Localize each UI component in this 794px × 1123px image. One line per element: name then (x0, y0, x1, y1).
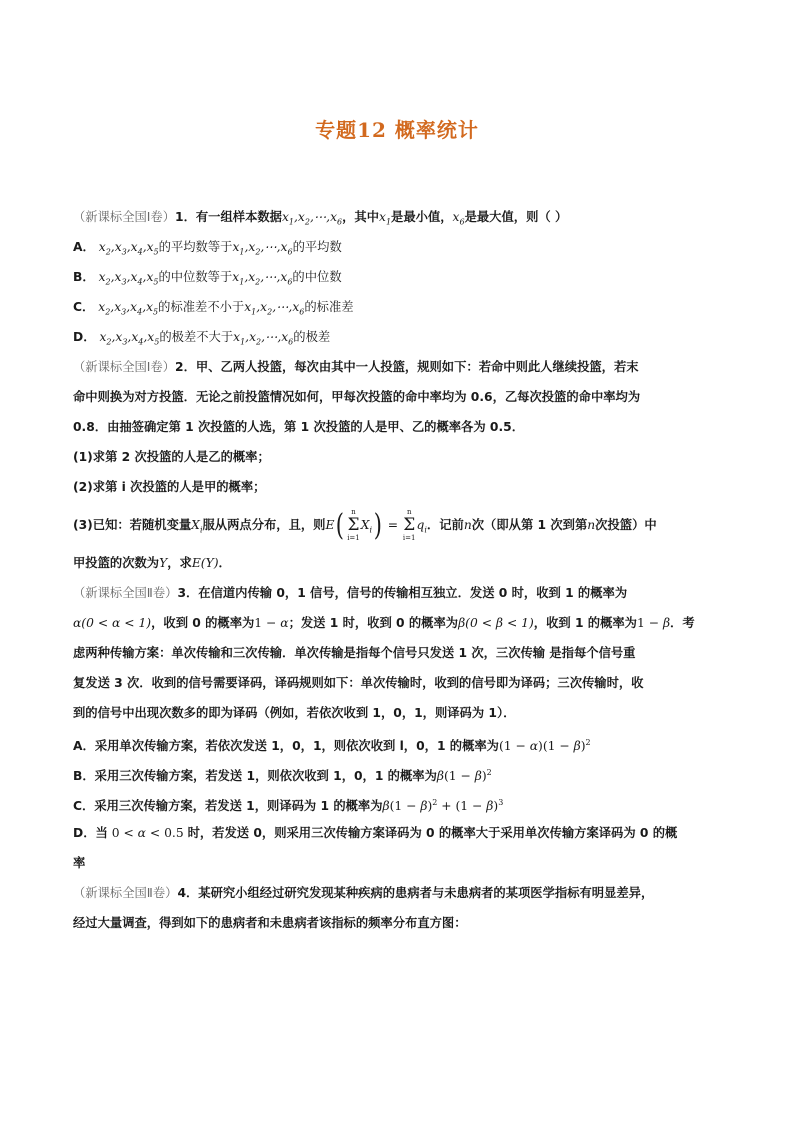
q3-source: （新课标全国Ⅱ卷） (73, 586, 178, 600)
q3-option-c: C．采用三次传输方案，若发送 1，则译码为 1 的概率为$\beta(1 - \beta)^2 + (1 - \beta)^3$ (73, 798, 504, 814)
q3-option-d: D．当 0 < α < 0.5 时，若发送 0，则采用三次传输方案译码为 0 的概率大于采用单次传输方案译码为 0 的概 (73, 826, 678, 840)
q3-line-4: 复发送 3 次．收到的信号需要译码，译码规则如下：单次传输时，收到的信号即为译码；三次传输时，收 (73, 676, 644, 690)
q2-part-3: (3)已知：若随机变量$X_i$服从两点分布，且，则E( n Σ i=1 $X_i$) = n Σ i=1 $q_i$．记前n次（即从第 1 次到第n次投篮）中 (73, 507, 657, 543)
document-body (73, 202, 723, 938)
q3-option-a: A．采用单次传输方案，若依次发送 1，0，1，则依次收到 l，0，1 的概率为$(1 - \alpha)(1 - \beta)^2$ (73, 738, 591, 754)
q3-line-2: α(0 < α < 1)，收到 0 的概率为1 − α；发送 1 时，收到 0 的概率为β(0 < β < 1)，收到 1 的概率为1 − β．考 (73, 616, 695, 630)
q2-source: （新课标全国Ⅰ卷） (73, 360, 176, 374)
q3-option-d-cont: 率 (73, 856, 86, 870)
q2-line-2: 命中则换为对方投篮．无论之前投篮情况如何，甲每次投篮的命中率均为 0.6，乙每次投篮的命中率均为 (73, 390, 641, 404)
q3-line-5: 到的信号中出现次数多的即为译码（例如，若依次收到 1，0，1，则译码为 1）． (73, 706, 516, 720)
q2-part-1: (1)求第 2 次投篮的人是乙的概率； (73, 450, 270, 464)
q1-stem: （新课标全国Ⅰ卷）1．有一组样本数据$x_1,x_2,\cdots,x_6$，其中$x_1$是最小值，$x_6$是最大值，则（ ） (73, 210, 568, 227)
q4-source: （新课标全国Ⅱ卷） (73, 886, 178, 900)
q2-part-2: (2)求第 i 次投篮的人是甲的概率； (73, 480, 266, 494)
page-title: 专题12 概率统计 (315, 118, 479, 142)
formula: $x_1,x_2,\cdots,x_6$ (281, 210, 343, 227)
q3-option-b: B．采用三次传输方案，若发送 1，则依次收到 1，0，1 的概率为$\beta(1 - \beta)^2$ (73, 768, 492, 784)
q1-source: （新课标全国Ⅰ卷） (73, 210, 176, 224)
q1-option-b: B． $x_2,x_3,x_4,x_5$的中位数等于$x_1,x_2,\cdots,x_6$的中位数 (73, 270, 342, 287)
q2-line-3: 0.8．由抽签确定第 1 次投篮的人选，第 1 次投篮的人是甲、乙的概率各为 0.5． (73, 420, 524, 434)
q1-option-d: D． $x_2,x_3,x_4,x_5$的极差不大于$x_1,x_2,\cdots,x_6$的极差 (73, 330, 331, 347)
q1-option-a: A． $x_2,x_3,x_4,x_5$的平均数等于$x_1,x_2,\cdots,x_6$的平均数 (73, 240, 342, 257)
q2-part-3-cont: 甲投篮的次数为Y，求E(Y)． (73, 556, 231, 570)
q3-line-3: 虑两种传输方案：单次传输和三次传输．单次传输是指每个信号只发送 1 次，三次传输 是指每个信号重 (73, 646, 636, 660)
q1-option-c: C． $x_2,x_3,x_4,x_5$的标准差不小于$x_1,x_2,\cdots,x_6$的标准差 (73, 300, 354, 317)
q3-line-1: （新课标全国Ⅱ卷）3．在信道内传输 0，1 信号，信号的传输相互独立．发送 0 时，收到 1 的概率为 (73, 586, 628, 600)
q4-line-1: （新课标全国Ⅱ卷）4．某研究小组经过研究发现某种疾病的患病者与未患病者的某项医学指标有明显差异， (73, 886, 654, 900)
q4-line-2: 经过大量调查，得到如下的患病者和未患病者该指标的频率分布直方图： (73, 916, 467, 930)
q2-line-1: （新课标全国Ⅰ卷）2．甲、乙两人投篮，每次由其中一人投篮，规则如下：若命中则此人继续投篮，若末 (73, 360, 639, 374)
